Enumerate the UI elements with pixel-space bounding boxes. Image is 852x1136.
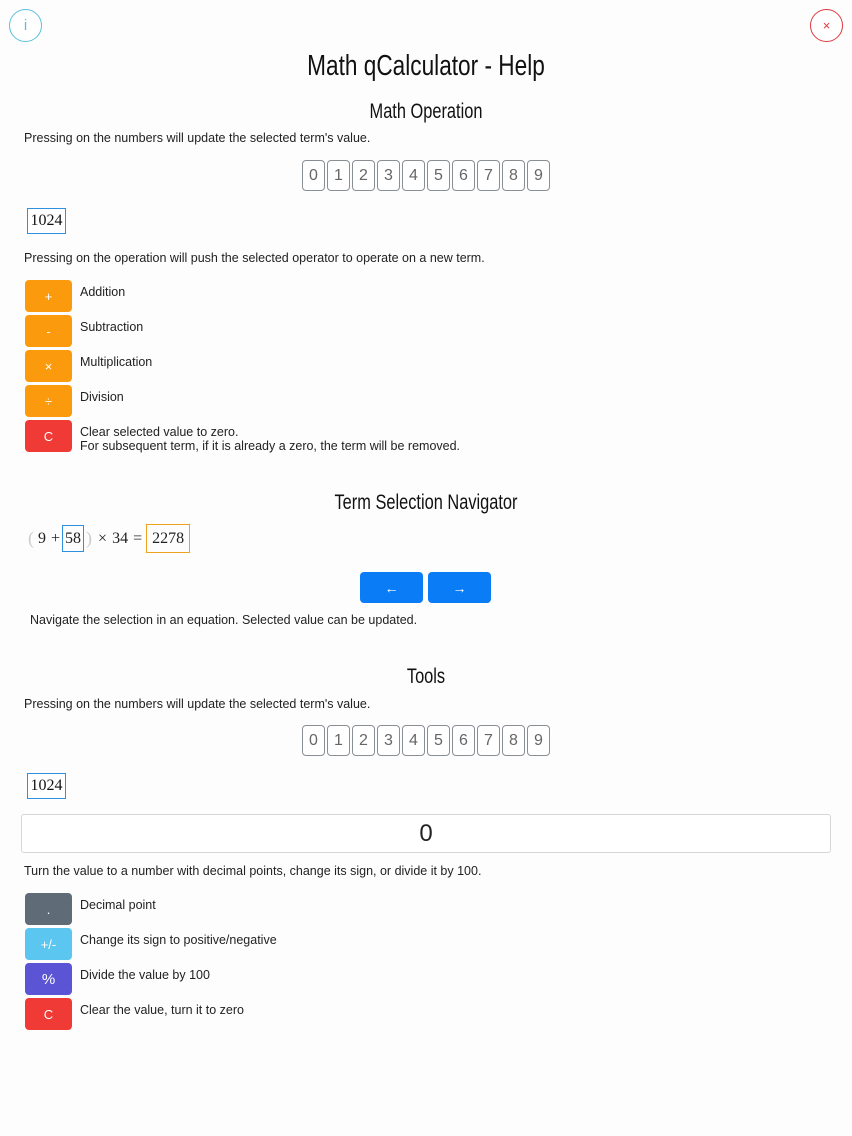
section-title-tools: Tools [406, 665, 446, 688]
digit-2-button[interactable]: 2 [352, 160, 375, 191]
open-paren: ( [28, 528, 34, 548]
tools-digit-0-button[interactable]: 0 [302, 725, 325, 756]
section-title-math-operation: Math Operation [369, 100, 483, 123]
tools-clear-label: Clear the value, turn it to zero [80, 1003, 244, 1017]
clear-label: Clear selected value to zero. [80, 425, 239, 439]
multiplication-label: Multiplication [80, 355, 153, 369]
tools-digit-9-button[interactable]: 9 [527, 725, 550, 756]
digit-3-button[interactable]: 3 [377, 160, 400, 191]
section-title-navigator: Term Selection Navigator [334, 491, 518, 514]
digit-4-button[interactable]: 4 [402, 160, 425, 191]
tools-numbers-description: Pressing on the numbers will update the selected term's value. [24, 697, 371, 711]
term-9: 9 [38, 529, 46, 547]
decimal-point-button[interactable]: . [25, 893, 72, 925]
tools-digit-1-button[interactable]: 1 [327, 725, 350, 756]
digit-0-button[interactable]: 0 [302, 160, 325, 191]
percent-label: Divide the value by 100 [80, 968, 210, 982]
tools-digit-8-button[interactable]: 8 [502, 725, 525, 756]
subtraction-button[interactable]: - [25, 315, 72, 347]
tools-digit-6-button[interactable]: 6 [452, 725, 475, 756]
selected-term-value: 1024 [27, 208, 66, 234]
clear-label-detail: For subsequent term, if it is already a zero, the term will be removed. [80, 439, 461, 453]
tools-selected-term-value: 1024 [27, 773, 66, 799]
tools-clear-button[interactable]: C [25, 998, 72, 1030]
sign-toggle-label: Change its sign to positive/negative [80, 933, 277, 947]
tools-digit-keypad [302, 725, 550, 756]
info-button[interactable] [9, 9, 42, 42]
numbers-description: Pressing on the numbers will update the selected term's value. [24, 131, 371, 145]
value-display: 0 [21, 814, 831, 853]
arrow-right-icon: → [452, 579, 467, 596]
tools-description: Turn the value to a number with decimal points, change its sign, or divide it by 100. [24, 864, 482, 878]
digit-6-button[interactable]: 6 [452, 160, 475, 191]
arrow-left-icon: ← [384, 579, 399, 596]
digit-7-button[interactable]: 7 [477, 160, 500, 191]
page-title: Math qCalculator - Help [307, 50, 545, 82]
tools-digit-7-button[interactable]: 7 [477, 725, 500, 756]
close-button[interactable] [810, 9, 843, 42]
tools-digit-2-button[interactable]: 2 [352, 725, 375, 756]
info-icon: i [23, 17, 28, 34]
percent-button[interactable]: % [25, 963, 72, 995]
digit-keypad [302, 160, 550, 191]
term-34: 34 [112, 529, 129, 547]
navigate-left-button[interactable] [360, 572, 423, 603]
division-button[interactable]: ÷ [25, 385, 72, 417]
sign-toggle-button[interactable]: +/- [25, 928, 72, 960]
addition-label: Addition [80, 285, 126, 299]
tools-digit-5-button[interactable]: 5 [427, 725, 450, 756]
close-icon: × [822, 18, 831, 33]
division-label: Division [80, 390, 124, 404]
equals-sign: = [133, 529, 143, 547]
navigator-description: Navigate the selection in an equation. Selected value can be updated. [30, 613, 418, 627]
operations-description: Pressing on the operation will push the selected operator to operate on a new term. [24, 251, 485, 265]
digit-8-button[interactable]: 8 [502, 160, 525, 191]
times-operator: × [98, 529, 108, 547]
close-paren: ) [86, 528, 93, 548]
navigate-right-button[interactable] [428, 572, 491, 603]
equation-result: 2278 [146, 524, 190, 553]
decimal-point-label: Decimal point [80, 898, 156, 912]
subtraction-label: Subtraction [80, 320, 144, 334]
selected-term-58[interactable]: 58 [62, 525, 84, 552]
digit-5-button[interactable]: 5 [427, 160, 450, 191]
addition-button[interactable]: + [25, 280, 72, 312]
digit-9-button[interactable]: 9 [527, 160, 550, 191]
digit-1-button[interactable]: 1 [327, 160, 350, 191]
plus-operator: + [51, 529, 61, 547]
clear-button[interactable]: C [25, 420, 72, 452]
tools-digit-4-button[interactable]: 4 [402, 725, 425, 756]
tools-digit-3-button[interactable]: 3 [377, 725, 400, 756]
example-equation [28, 524, 190, 553]
multiplication-button[interactable]: × [25, 350, 72, 382]
